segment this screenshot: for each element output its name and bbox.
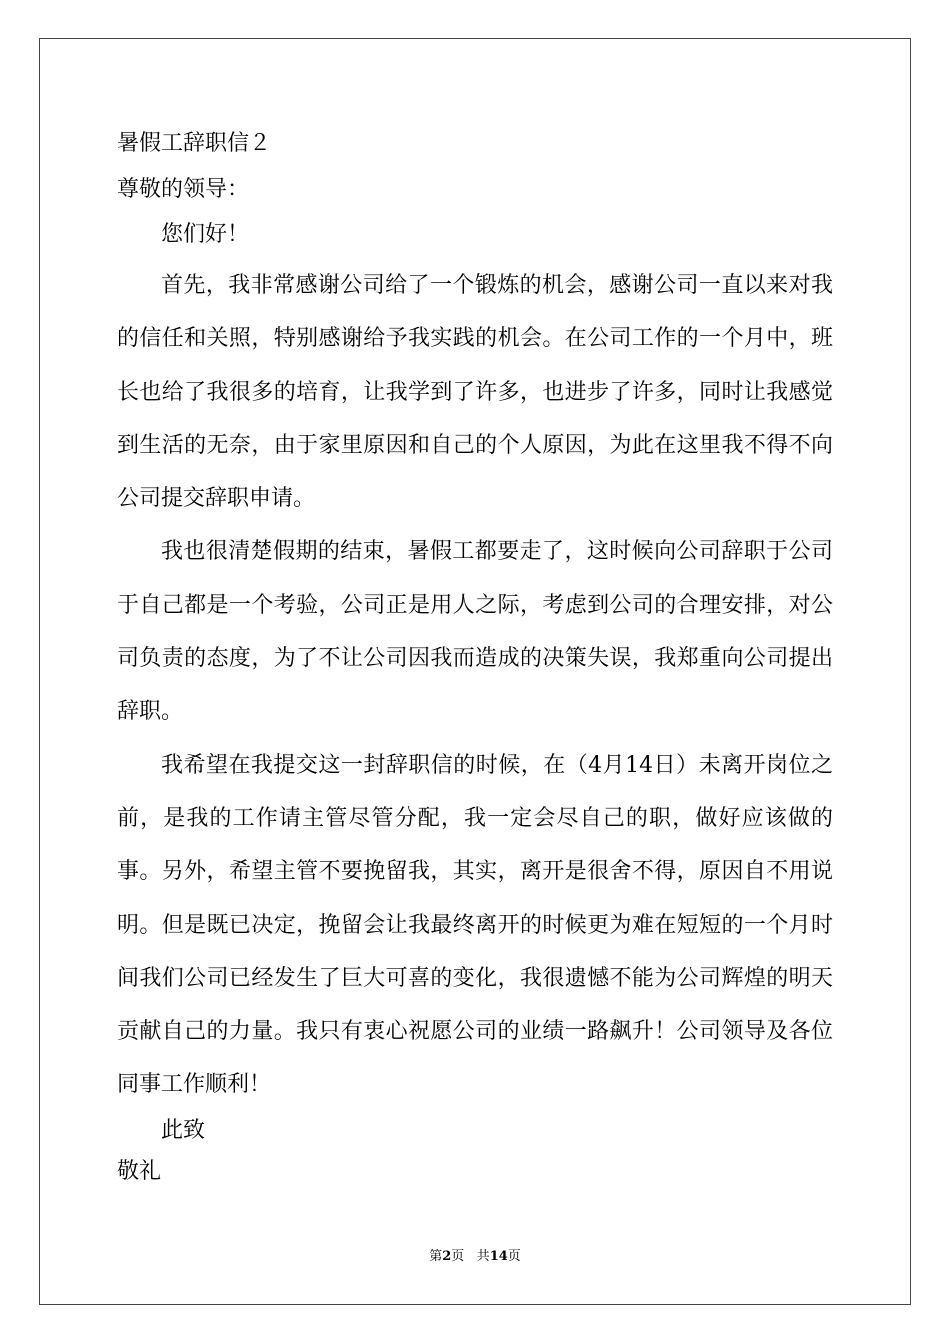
- greeting: 您们好！: [161, 222, 250, 247]
- salutation: 尊敬的领导：: [117, 177, 250, 202]
- letter-title: 暑假工辞职信２: [117, 131, 272, 156]
- total-suffix: 页: [507, 1249, 521, 1264]
- closing-salute: 敬礼: [117, 1158, 162, 1184]
- page-footer: [0, 1248, 950, 1266]
- closing-phrase: 此致: [161, 1117, 206, 1143]
- letter-body: [117, 128, 833, 1188]
- total-pages: 14: [489, 1249, 508, 1264]
- page-prefix: 第: [429, 1249, 443, 1264]
- page-suffix: 页: [451, 1249, 465, 1264]
- paragraph-1: 首先，我非常感谢公司给了一个锻炼的机会，感谢公司一直以来对我的信任和关照，特别感谢给予我实践的机会。在公司工作的一个月中，班长也给了我很多的培育，让我学到了许多，也进步了许多，同时让我感觉到生活的无奈，由于家里原因和自己的个人原因，为此在这里我不得不向公司提交辞职申请。: [117, 273, 833, 512]
- page-number: 2: [442, 1249, 452, 1264]
- total-prefix: 共: [476, 1249, 490, 1264]
- paragraph-2: 我也很清楚假期的结束，暑假工都要走了，这时候向公司辞职于公司于自己都是一个考验，公司正是用人之际，考虑到公司的合理安排，对公司负责的态度，为了不让公司因我而造成的决策失误，我郑重向公司提出辞职。: [117, 539, 833, 725]
- paragraph-3: 我希望在我提交这一封辞职信的时候，在（4月14日）未离开岗位之前，是我的工作请主管尽管分配，我一定会尽自己的职，做好应该做的事。另外，希望主管不要挽留我，其实，离开是很舍不得，原因自不用说明。但是既已决定，挽留会让我最终离开的时候更为难在短短的一个月时间我们公司已经发生了巨大可喜的变化，我很遗憾不能为公司辉煌的明天贡献自己的力量。我只有衷心祝愿公司的业绩一路飙升！公司领导及各位同事工作顺利！: [117, 752, 833, 1098]
